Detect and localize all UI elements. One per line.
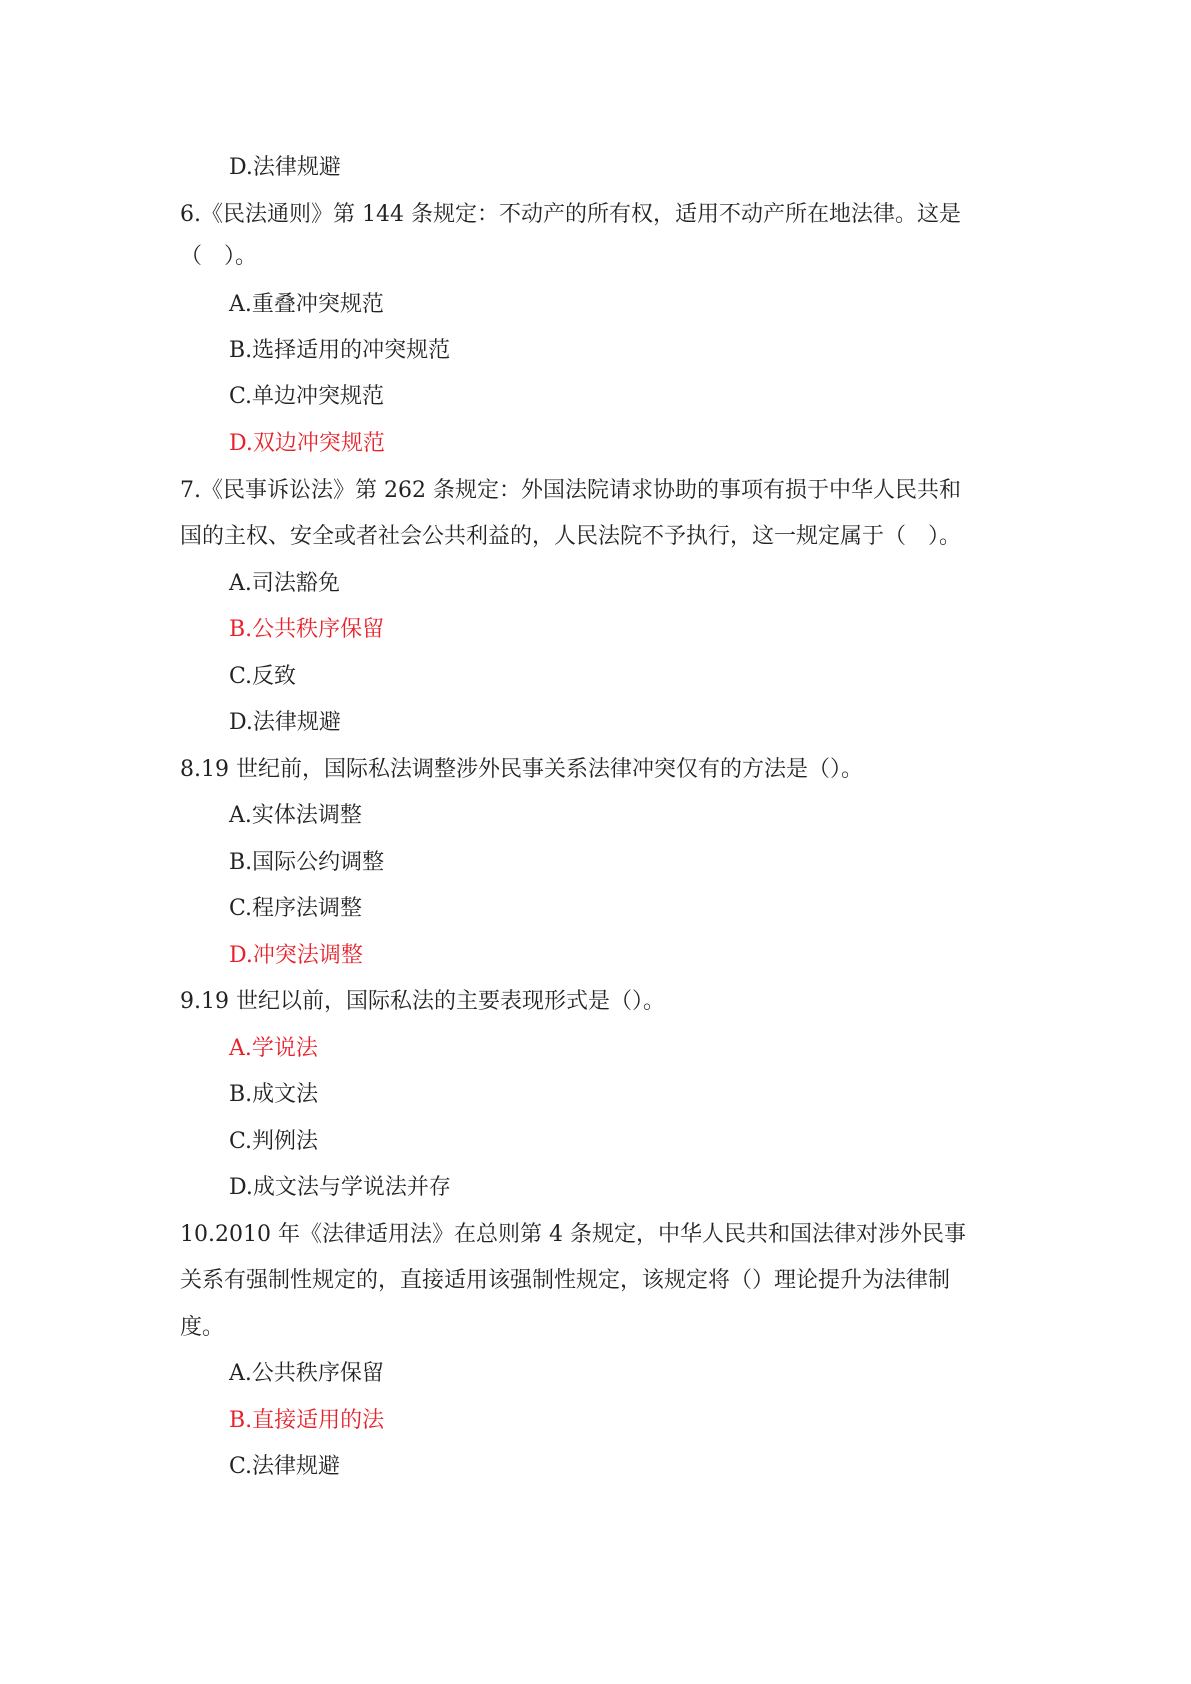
option-8b: B.国际公约调整 — [229, 850, 385, 875]
question-10-line-1: 10.2010 年《法律适用法》在总则第 4 条规定，中华人民共和国法律对涉外民事 — [180, 1222, 966, 1247]
option-9a-answer: A.学说法 — [229, 1036, 318, 1061]
option-8d-answer: D.冲突法调整 — [229, 943, 363, 968]
question-10-line-2: 关系有强制性规定的，直接适用该强制性规定，该规定将（）理论提升为法律制 — [180, 1268, 951, 1293]
question-6-line-1: 6.《民法通则》第 144 条规定：不动产的所有权，适用不动产所在地法律。这是 — [180, 202, 961, 227]
question-10-line-3: 度。 — [180, 1315, 225, 1340]
option-10a: A.公共秩序保留 — [229, 1361, 384, 1386]
option-6a: A.重叠冲突规范 — [229, 292, 384, 317]
option-5d: D.法律规避 — [229, 155, 341, 180]
option-7c: C.反致 — [229, 664, 297, 689]
option-7d: D.法律规避 — [229, 710, 341, 735]
option-10c: C.法律规避 — [229, 1454, 341, 1479]
option-10b-answer: B.直接适用的法 — [229, 1408, 385, 1433]
question-7-line-1: 7.《民事诉讼法》第 262 条规定：外国法院请求协助的事项有损于中华人民共和 — [180, 478, 961, 503]
question-7-line-2: 国的主权、安全或者社会公共利益的，人民法院不予执行，这一规定属于（ ）。 — [180, 524, 962, 549]
option-6d-answer: D.双边冲突规范 — [229, 431, 385, 456]
option-7b-answer: B.公共秩序保留 — [229, 617, 385, 642]
question-6-line-2: （ ）。 — [180, 244, 258, 269]
option-6b: B.选择适用的冲突规范 — [229, 338, 451, 363]
option-6c: C.单边冲突规范 — [229, 384, 385, 409]
option-9c: C.判例法 — [229, 1129, 319, 1154]
option-9d: D.成文法与学说法并存 — [229, 1175, 451, 1200]
option-9b: B.成文法 — [229, 1082, 319, 1107]
option-8a: A.实体法调整 — [229, 803, 362, 828]
option-7a: A.司法豁免 — [229, 571, 340, 596]
question-9: 9.19 世纪以前，国际私法的主要表现形式是（）。 — [180, 989, 665, 1014]
option-8c: C.程序法调整 — [229, 896, 363, 921]
question-8: 8.19 世纪前，国际私法调整涉外民事关系法律冲突仅有的方法是（）。 — [180, 757, 863, 782]
